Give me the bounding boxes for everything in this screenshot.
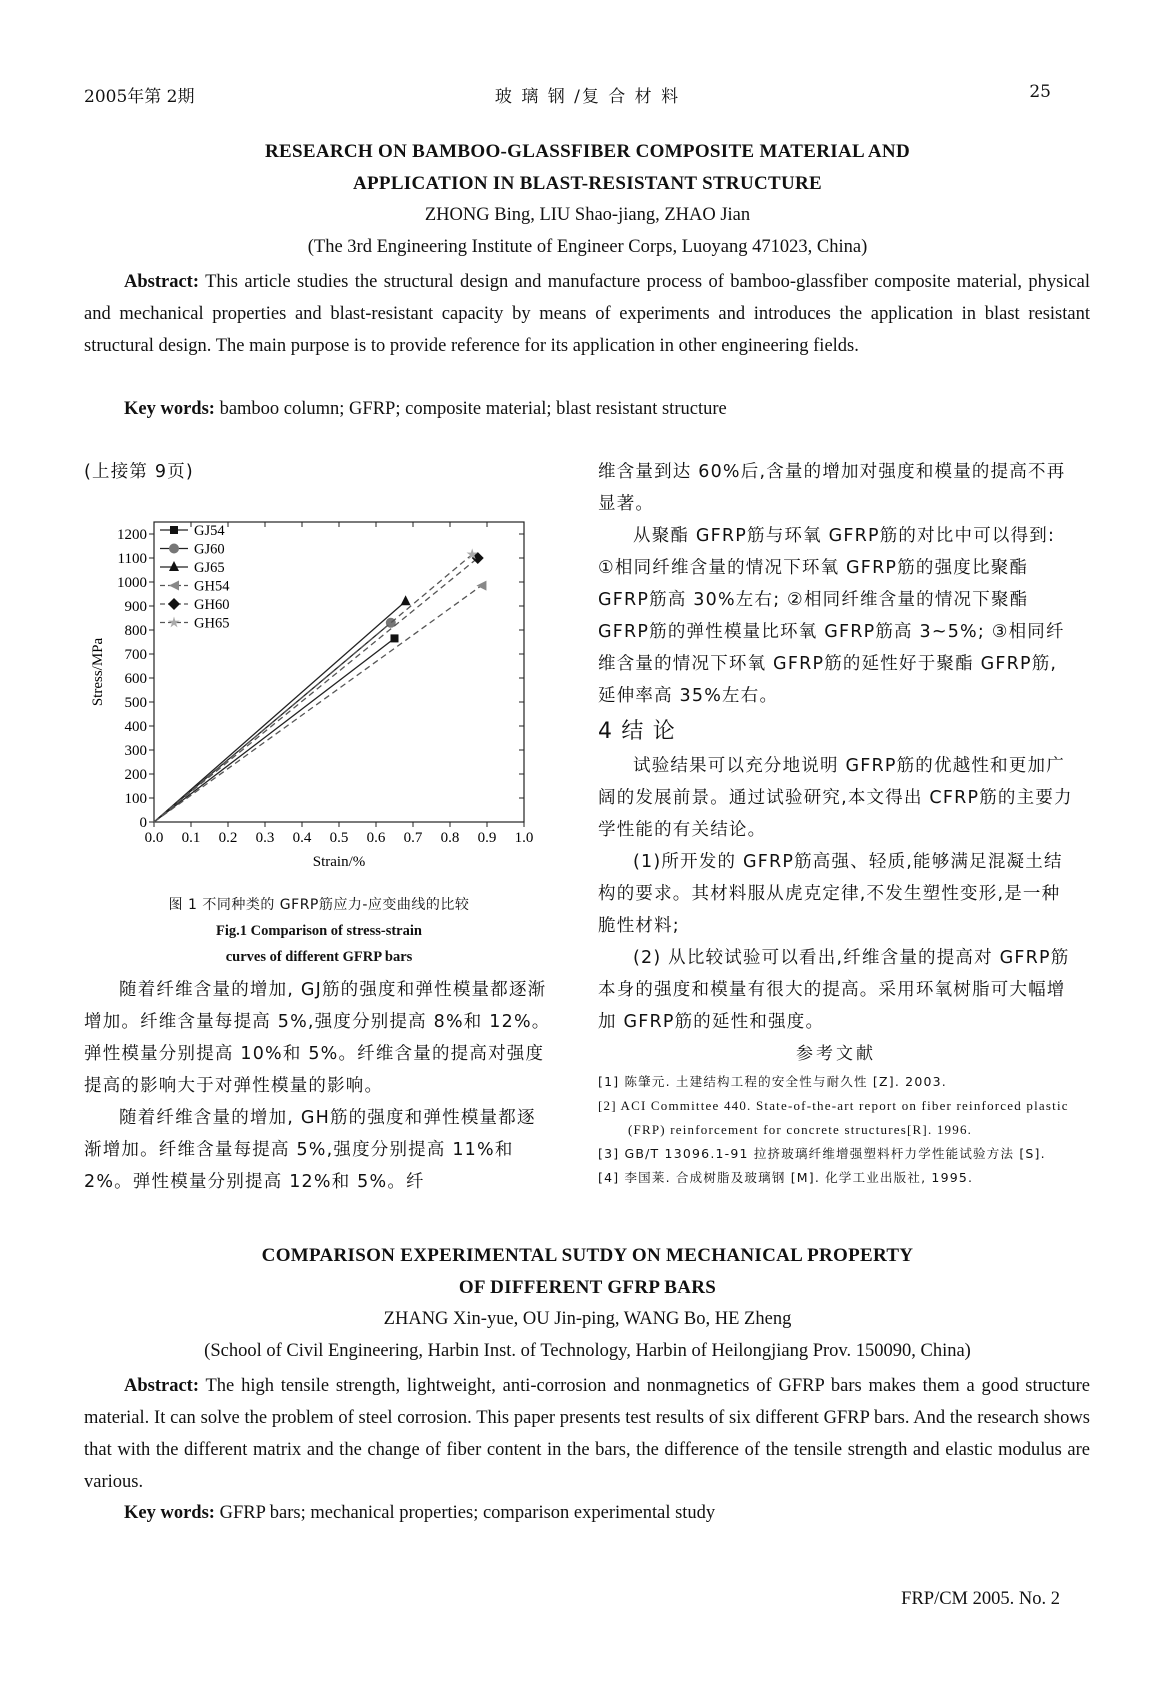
figure-caption-en-line2: curves of different GFRP bars <box>225 949 413 965</box>
abstract-text: The high tensile strength, lightweight, anti-corrosion and nonmagnetics of GFRP bars makes them a good structure material. It can solve the problem of steel corrosion. This paper presents test results of six different GFRP bars. And the research shows that with the different matrix and the change of fiber content in the bars, the difference of the tensile strength and elastic modulus are various. <box>84 1376 1090 1492</box>
reference-item-cont: (FRP) reinforcement for concrete structures[R]. 1996. <box>628 1122 973 1137</box>
legend-label: GH60 <box>194 597 230 613</box>
article1-keywords <box>124 393 1090 425</box>
y-axis-label: Stress/MPa <box>90 637 106 707</box>
series-end-marker-gj54 <box>391 634 399 642</box>
article1-abstract <box>84 266 1090 362</box>
keywords-text: bamboo column; GFRP; composite material; blast resistant structure <box>219 399 727 419</box>
paragraph: 维含量到达 60%后,含量的增加对强度和模量的提高不再显著。 <box>598 462 1066 514</box>
article1-affiliation: (The 3rd Engineering Institute of Engineer Corps, Luoyang 471023, China) <box>307 237 868 257</box>
article2-title-line1: COMPARISON EXPERIMENTAL SUTDY ON MECHANICAL PROPERTY <box>261 1245 914 1266</box>
abstract-label: Abstract: <box>124 1376 200 1396</box>
legend-label: GJ54 <box>194 523 225 539</box>
legend-marker <box>168 598 180 610</box>
reference-item: [4] 李国莱. 合成树脂及玻璃钢 [M]. 化学工业出版社, 1995. <box>598 1170 974 1185</box>
article1-title-line1: RESEARCH ON BAMBOO-GLASSFIBER COMPOSITE MATERIAL AND <box>265 141 910 162</box>
running-header-issue: 2005年第 2期 <box>84 87 195 107</box>
article2-keywords <box>124 1497 1090 1529</box>
references-heading: 参考文献 <box>796 1044 876 1064</box>
figure-caption-zh: 图 1 不同种类的 GFRP筋应力-应变曲线的比较 <box>168 897 470 913</box>
figure-caption-en-line1: Fig.1 Comparison of stress-strain <box>216 923 422 939</box>
paragraph: 随着纤维含量的增加, GH筋的强度和弹性模量都逐渐增加。纤维含量每提高 5%,强度分别提高 11%和 2%。弹性模量分别提高 12%和 5%。纤 <box>84 1108 536 1192</box>
paragraph: 试验结果可以充分地说明 GFRP筋的优越性和更加广阔的发展前景。通过试验研究,本文得出 CFRP筋的主要力学性能的有关结论。 <box>598 756 1073 840</box>
footer-journal-issue: FRP/CM 2005. No. 2 <box>901 1589 1060 1609</box>
legend-marker <box>169 561 179 571</box>
left-column-body <box>84 974 554 1198</box>
reference-list <box>598 1070 1074 1190</box>
legend-marker <box>170 526 178 534</box>
running-header-journal: 玻 璃 钢 /复 合 材 料 <box>494 87 681 107</box>
x-tick-label: 0.2 <box>218 830 238 846</box>
legend-label: GJ60 <box>194 541 225 558</box>
y-tick-label: 700 <box>124 647 147 663</box>
continued-note: (上接第 9页) <box>84 462 194 482</box>
legend-marker <box>169 544 179 554</box>
article2-affiliation: (School of Civil Engineering, Harbin Inst. of Technology, Harbin of Heilongjiang Prov. 150090, China) <box>204 1341 971 1361</box>
y-tick-label: 400 <box>124 719 147 735</box>
page-number: 25 <box>1029 82 1051 102</box>
legend-label: GH65 <box>194 615 230 632</box>
article2-authors: ZHANG Xin-yue, OU Jin-ping, WANG Bo, HE Zheng <box>383 1309 792 1329</box>
x-tick-label: 0.0 <box>144 830 164 846</box>
x-tick-label: 0.9 <box>477 830 497 846</box>
x-tick-label: 0.7 <box>403 830 423 846</box>
x-tick-label: 0.5 <box>329 830 349 846</box>
stress-strain-chart <box>84 502 554 882</box>
reference-item: [1] 陈肇元. 土建结构工程的安全性与耐久性 [Z]. 2003. <box>598 1074 947 1089</box>
legend-label: GJ65 <box>194 560 225 576</box>
right-column-body <box>598 456 1074 1190</box>
y-tick-label: 800 <box>124 623 147 639</box>
y-tick-label: 300 <box>124 743 147 759</box>
article2-title-line2: OF DIFFERENT GFRP BARS <box>458 1277 717 1298</box>
x-tick-label: 0.1 <box>181 830 201 846</box>
article1-authors: ZHONG Bing, LIU Shao-jiang, ZHAO Jian <box>424 205 751 225</box>
abstract-text: This article studies the structural design and manufacture process of bamboo-glassfiber composite material, physical and mechanical properties and blast-resistant capacity by means of experiments and introduces the application in blast resistant structural design. The main purpose is to provide reference for its application in other engineering fields. <box>84 272 1090 356</box>
y-tick-label: 100 <box>124 791 147 807</box>
x-tick-label: 0.3 <box>255 830 275 846</box>
reference-item: [3] GB/T 13096.1-91 拉挤玻璃纤维增强塑料杆力学性能试验方法 [S]. <box>598 1146 1046 1161</box>
x-tick-label: 1.0 <box>514 830 534 846</box>
y-tick-label: 0 <box>139 815 147 831</box>
keywords-label: Key words: <box>124 1503 215 1523</box>
paragraph: 从聚酯 GFRP筋与环氧 GFRP筋的对比中可以得到: ①相同纤维含量的情况下环氧 GFRP筋的强度比聚酯 GFRP筋高 30%左右; ②相同纤维含量的情况下聚酯 GFRP筋的弹性模量比环氧 GFRP筋高 3~5%; ③相同纤维含量的情况下环氧 GFRP筋的延性好于聚酯 GFRP筋,延伸率高 35%左右。 <box>598 526 1065 706</box>
article1-title-line2: APPLICATION IN BLAST-RESISTANT STRUCTURE <box>352 173 822 194</box>
x-tick-label: 0.8 <box>440 830 460 846</box>
y-tick-label: 1000 <box>117 575 147 591</box>
reference-item: [2] ACI Committee 440. State-of-the-art report on fiber reinforced plastic <box>598 1098 1069 1113</box>
article2-abstract <box>84 1370 1090 1498</box>
y-tick-label: 1200 <box>117 527 147 543</box>
paragraph: (1)所开发的 GFRP筋高强、轻质,能够满足混凝土结构的要求。其材料服从虎克定律,不发生塑性变形,是一种脆性材料; <box>598 852 1063 936</box>
abstract-label: Abstract: <box>124 272 200 292</box>
keywords-label: Key words: <box>124 399 215 419</box>
y-tick-label: 200 <box>124 767 147 783</box>
legend-label: GH54 <box>194 578 230 595</box>
x-axis-label: Strain/% <box>312 854 366 870</box>
section-heading-conclusion: 4 结 论 <box>598 719 676 744</box>
series-line-gj54 <box>154 638 395 822</box>
x-tick-label: 0.4 <box>292 830 312 846</box>
y-tick-label: 1100 <box>117 551 147 567</box>
y-tick-label: 900 <box>124 599 147 615</box>
keywords-text: GFRP bars; mechanical properties; comparison experimental study <box>219 1503 716 1523</box>
y-tick-label: 600 <box>124 671 147 687</box>
paragraph: (2) 从比较试验可以看出,纤维含量的提高对 GFRP筋本身的强度和模量有很大的提高。采用环氧树脂可大幅增加 GFRP筋的延性和强度。 <box>598 948 1070 1032</box>
legend-marker <box>169 581 179 591</box>
y-tick-label: 500 <box>124 695 147 711</box>
series-end-marker-gj65 <box>401 595 411 605</box>
series-line-gj65 <box>154 601 406 822</box>
x-tick-label: 0.6 <box>366 830 386 846</box>
paragraph: 随着纤维含量的增加, GJ筋的强度和弹性模量都逐渐增加。纤维含量每提高 5%,强度分别提高 8%和 12%。弹性模量分别提高 10%和 5%。纤维含量的提高对强度提高的影响大于对弹性模量的影响。 <box>84 980 551 1096</box>
series-end-marker-gh54 <box>476 581 486 591</box>
